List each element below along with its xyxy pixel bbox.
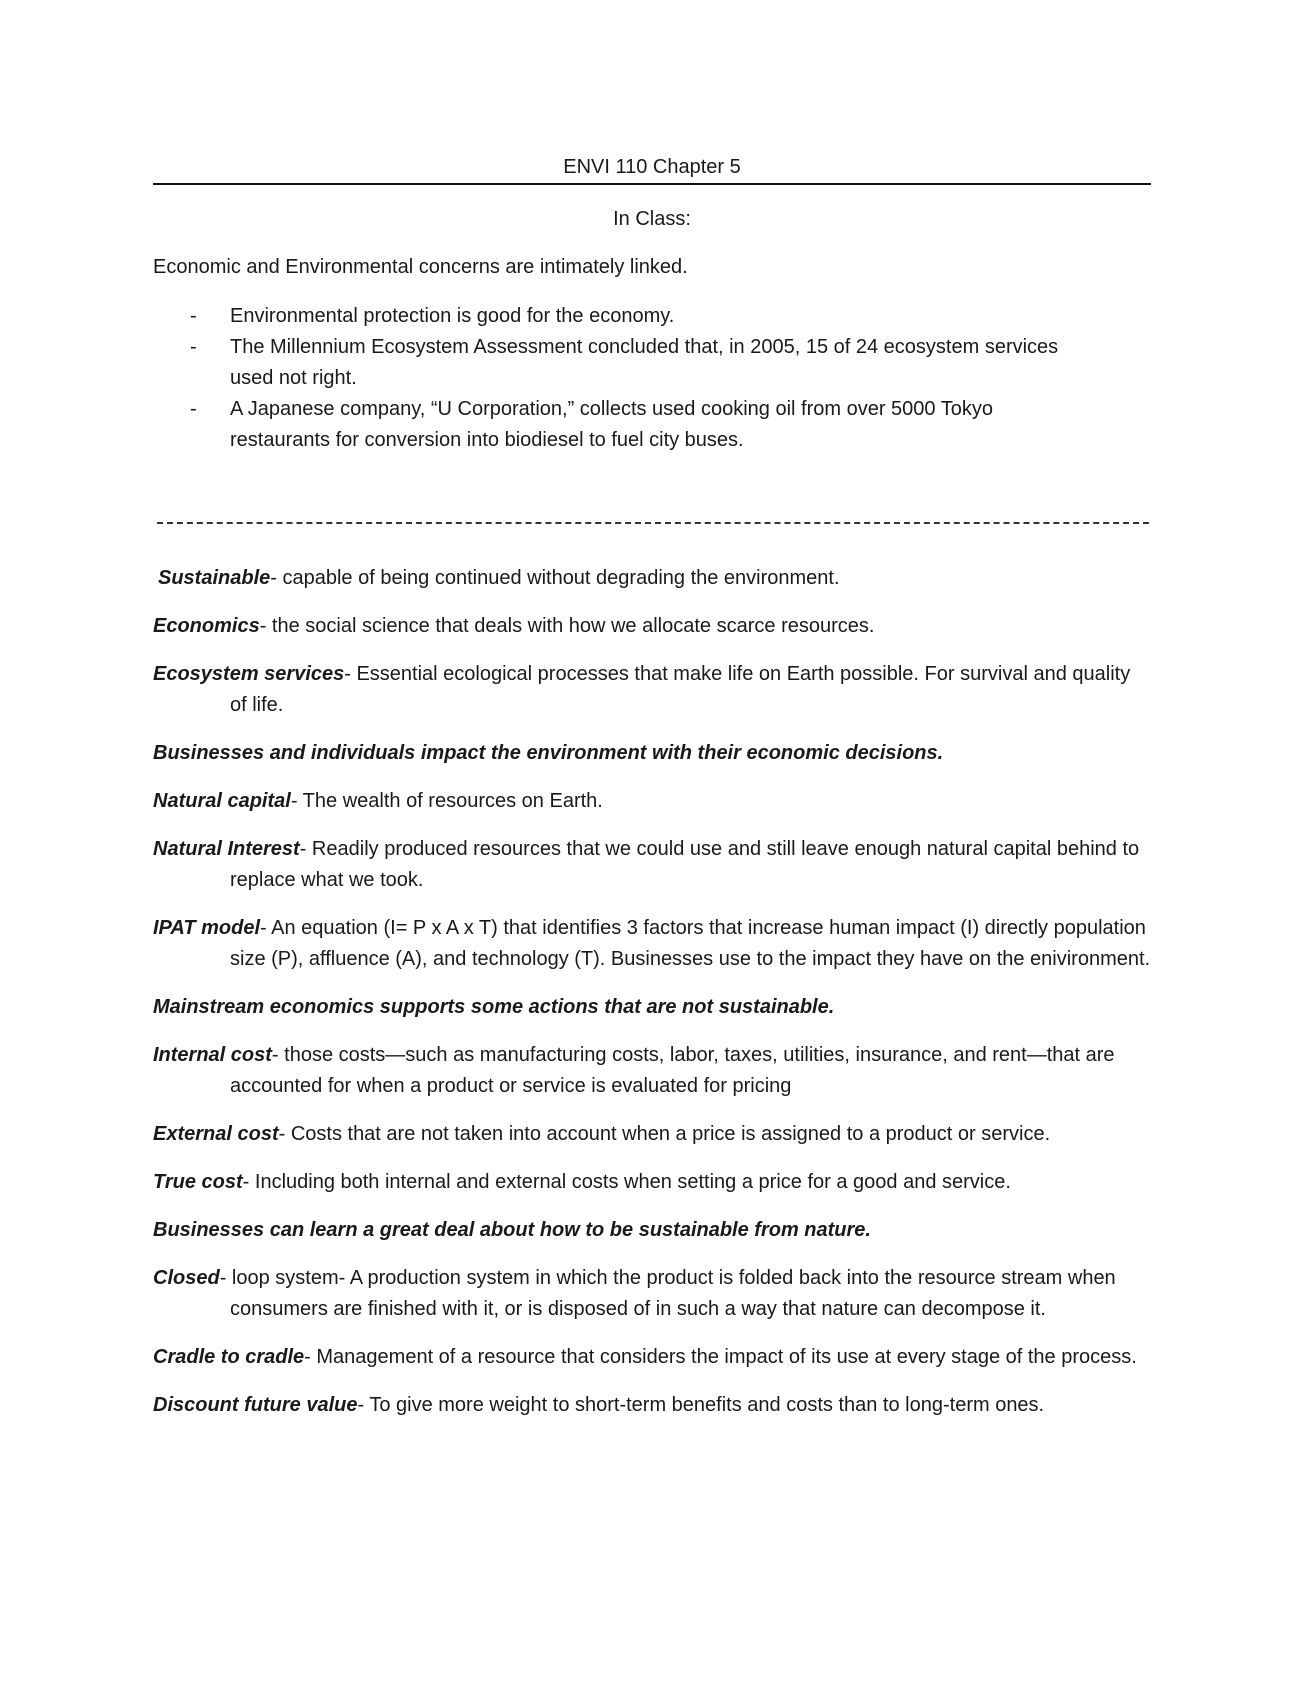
bullet-text: The Millennium Ecosystem Assessment concluded that, in 2005, 15 of 24 ecosystem services used not right.: [230, 336, 1059, 389]
definition-text: - Management of a resource that considers the impact of its use at every stage of the process.: [304, 1346, 1137, 1368]
definition-text: - those costs—such as manufacturing costs, labor, taxes, utilities, insurance, and rent—that are accounted for when a product or service is evaluated for pricing: [230, 1044, 1115, 1097]
section-heading: Businesses and individuals impact the environment with their economic decisions.: [153, 742, 944, 764]
definition-text: - To give more weight to short-term benefits and costs than to long-term ones.: [357, 1394, 1045, 1416]
definition-term: IPAT model: [153, 917, 261, 939]
definition-item: [153, 1390, 1151, 1421]
definition-term: External cost: [153, 1123, 279, 1145]
bullet-marker: -: [190, 398, 197, 420]
definition-text: - Including both internal and external costs when setting a price for a good and service.: [242, 1171, 1011, 1193]
definition-text: - the social science that deals with how we allocate scarce resources.: [259, 615, 875, 637]
definition-list: [153, 563, 1151, 1438]
definition-term: Internal cost: [153, 1044, 272, 1066]
definition-text: - loop system- A production system in which the product is folded back into the resource stream when consumers are finished with it, or is disposed of in such a way that nature can decompose it.: [219, 1267, 1116, 1320]
bullet-text: Environmental protection is good for the economy.: [230, 305, 675, 327]
definition-term: Discount future value: [153, 1394, 358, 1416]
document-title: ENVI 110 Chapter 5: [563, 156, 741, 178]
bullet-list: [153, 301, 1151, 456]
definition-item: [153, 1040, 1151, 1102]
definition-text: - capable of being continued without degrading the environment.: [270, 567, 840, 589]
definition-item: [153, 659, 1151, 721]
intro-sentence: Economic and Environmental concerns are intimately linked.: [153, 256, 688, 278]
definition-term: Ecosystem services: [153, 663, 345, 685]
definition-text: - Essential ecological processes that make life on Earth possible. For survival and quality of life.: [230, 663, 1131, 716]
section-heading: Mainstream economics supports some actions that are not sustainable.: [153, 996, 835, 1018]
definition-item: [153, 1263, 1151, 1325]
dashed-separator: [157, 522, 1149, 524]
definition-term: True cost: [153, 1171, 243, 1193]
definition-term: Natural Interest: [153, 838, 300, 860]
section-heading: Businesses can learn a great deal about how to be sustainable from nature.: [153, 1219, 871, 1241]
bullet-item: [153, 301, 1151, 332]
bullet-item: [153, 394, 1151, 456]
definition-term: Sustainable: [158, 567, 271, 589]
bullet-marker: -: [190, 336, 197, 358]
definition-term: Natural capital: [153, 790, 291, 812]
definition-item: [153, 913, 1151, 975]
definition-item: [153, 834, 1151, 896]
definition-item: [153, 1342, 1151, 1373]
title-underline: [153, 183, 1151, 185]
definition-text: - The wealth of resources on Earth.: [290, 790, 603, 812]
definition-text: - Costs that are not taken into account when a price is assigned to a product or service.: [278, 1123, 1051, 1145]
definition-item: [153, 611, 1151, 642]
definition-item: [153, 563, 1151, 594]
bullet-text: A Japanese company, “U Corporation,” collects used cooking oil from over 5000 Tokyo restaurants for conversion into biodiesel to fuel city buses.: [230, 398, 993, 451]
bullet-marker: -: [190, 305, 197, 327]
definition-text: - Readily produced resources that we could use and still leave enough natural capital behind to replace what we took.: [230, 838, 1140, 891]
definition-text: - An equation (I= P x A x T) that identifies 3 factors that increase human impact (I) directly population size (P), affluence (A), and technology (T). Businesses use to the impact they have on the enivironment.: [230, 917, 1151, 970]
bullet-item: [153, 332, 1151, 394]
definition-item: [153, 1167, 1151, 1198]
definition-term: Cradle to cradle: [153, 1346, 305, 1368]
definition-term: Economics: [153, 615, 260, 637]
section-subtitle: In Class:: [613, 208, 691, 230]
definition-item: [153, 1119, 1151, 1150]
definition-item: [153, 786, 1151, 817]
definition-term: Closed: [153, 1267, 220, 1289]
